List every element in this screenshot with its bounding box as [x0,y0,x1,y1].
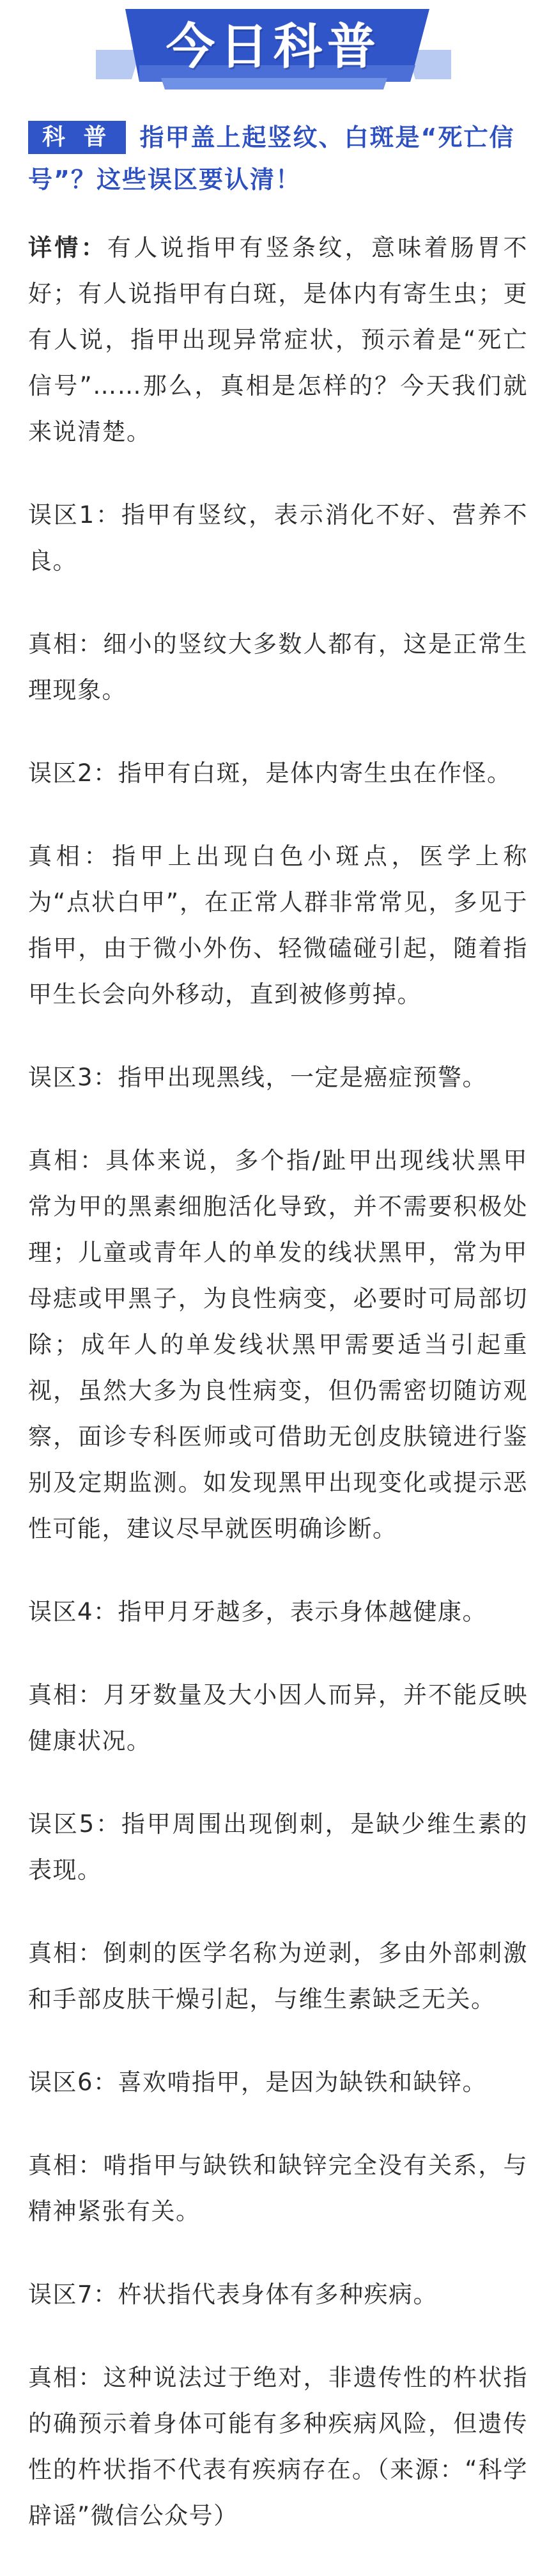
truth-1: 真相：细小的竖纹大多数人都有，这是正常生理现象。 [28,630,528,704]
myth-3: 误区3：指甲出现黑线，一定是癌症预警。 [28,1064,488,1091]
truth-4: 真相：月牙数量及大小因人而异，并不能反映健康状况。 [28,1681,528,1755]
headline-text: 指甲盖上起竖纹、白斑是“死亡信号”？这些误区要认清！ [28,123,515,194]
intro-paragraph [28,225,528,455]
banner-bottom-bar [161,78,387,89]
truth-7: 真相：这种说法过于绝对，非遗传性的杵状指的确预示着身体可能有多种疾病风险，但遗传性的杵状指不代表有疾病存在。（来源：“科学辟谣”微信公众号） [28,2364,528,2529]
category-tag: 科 普 [28,121,126,154]
article-body [28,225,528,2576]
headline [28,116,527,201]
myth-6: 误区6：喜欢啃指甲，是因为缺铁和缺锌。 [28,2068,488,2096]
truth-3: 真相：具体来说，多个指/趾甲出现线状黑甲常为甲的黑素细胞活化导致，并不需要积极处理；儿童或青年人的单发的线状黑甲，常为甲母痣或甲黑子，为良性病变，必要时可局部切除；成年人的单发线状黑甲需要适当引起重视，虽然大多为良性病变，但仍需密切随访观察，面诊专科医师或可借助无创皮肤镜进行鉴别及定期监测。如发现黑甲出现变化或提示恶性可能，建议尽早就医明确诊断。 [28,1147,528,1542]
myth-7: 误区7：杵状指代表身体有多种疾病。 [28,2281,438,2308]
banner-title: 今日科普 [166,18,381,75]
myth-5: 误区5：指甲周围出现倒刺，是缺少维生素的表现。 [28,1810,528,1884]
truth-2: 真相：指甲上出现白色小斑点，医学上称为“点状白甲”，在正常人群非常常见，多见于指甲，由于微小外伤、轻微磕碰引起，随着指甲生长会向外移动，直到被修剪掉。 [28,842,528,1008]
truth-5: 真相：倒刺的医学名称为逆剥，多由外部刺激和手部皮肤干燥引起，与维生素缺乏无关。 [28,1939,528,2013]
banner [0,0,547,96]
myth-1: 误区1：指甲有竖纹，表示消化不好、营养不良。 [28,501,528,575]
myth-2: 误区2：指甲有白斑，是体内寄生虫在作怪。 [28,759,512,787]
intro-label: 详情： [28,234,107,261]
myth-4: 误区4：指甲月牙越多，表示身体越健康。 [28,1598,488,1626]
truth-6: 真相：啃指甲与缺铁和缺锌完全没有关系，与精神紧张有关。 [28,2152,528,2225]
intro-text: 有人说指甲有竖条纹，意味着肠胃不好；有人说指甲有白斑，是体内有寄生虫；更有人说，指甲出现异常症状，预示着是“死亡信号”……那么，真相是怎样的？今天我们就来说清楚。 [28,234,528,446]
